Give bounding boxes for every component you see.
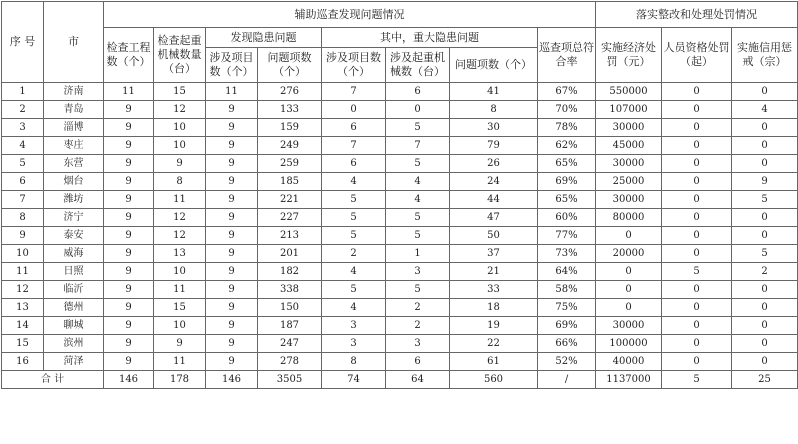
cell-inspect-machines: 10 (154, 263, 206, 281)
cell-major-issues: 21 (450, 263, 538, 281)
cell-major-issues: 26 (450, 155, 538, 173)
cell-city: 滨州 (44, 335, 104, 353)
cell-index: 15 (2, 335, 44, 353)
total-econ-penalty: 1137000 (596, 371, 662, 389)
cell-inspect-projects: 9 (104, 353, 154, 371)
cell-index: 13 (2, 299, 44, 317)
cell-index: 11 (2, 263, 44, 281)
cell-city: 泰安 (44, 227, 104, 245)
cell-credit-penalty: 5 (732, 245, 798, 263)
cell-found-issues: 221 (258, 191, 322, 209)
cell-econ-penalty: 0 (596, 263, 662, 281)
cell-index: 5 (2, 155, 44, 173)
cell-qualification-penalty: 0 (662, 209, 732, 227)
cell-index: 7 (2, 191, 44, 209)
cell-inspect-machines: 12 (154, 227, 206, 245)
cell-compliance-rate: 58% (538, 281, 596, 299)
cell-index: 14 (2, 317, 44, 335)
cell-major-issues: 47 (450, 209, 538, 227)
cell-city: 威海 (44, 245, 104, 263)
cell-found-projects: 9 (206, 101, 258, 119)
cell-credit-penalty: 0 (732, 299, 798, 317)
cell-credit-penalty: 4 (732, 101, 798, 119)
cell-qualification-penalty: 5 (662, 263, 732, 281)
header-group-found: 发现隐患问题 (206, 28, 322, 48)
cell-major-machines: 5 (386, 209, 450, 227)
table-row (2, 83, 798, 101)
total-major-projects: 74 (322, 371, 386, 389)
header-seq: 序 号 (2, 2, 44, 83)
cell-inspect-machines: 11 (154, 191, 206, 209)
cell-major-machines: 5 (386, 281, 450, 299)
cell-econ-penalty: 0 (596, 299, 662, 317)
table-row (2, 173, 798, 191)
cell-inspect-machines: 15 (154, 299, 206, 317)
cell-qualification-penalty: 0 (662, 119, 732, 137)
cell-qualification-penalty: 0 (662, 137, 732, 155)
header-credit-penalty: 实施信用惩戒（宗） (732, 28, 798, 83)
cell-index: 9 (2, 227, 44, 245)
cell-city: 烟台 (44, 173, 104, 191)
header-major-projects: 涉及项目数（个） (322, 48, 386, 83)
cell-found-issues: 338 (258, 281, 322, 299)
total-compliance-rate: / (538, 371, 596, 389)
cell-found-projects: 9 (206, 335, 258, 353)
header-compliance-rate: 巡查项总符合率 (538, 28, 596, 83)
cell-inspect-projects: 9 (104, 299, 154, 317)
cell-major-machines: 2 (386, 317, 450, 335)
cell-city: 枣庄 (44, 137, 104, 155)
cell-credit-penalty: 0 (732, 227, 798, 245)
cell-inspect-machines: 10 (154, 119, 206, 137)
cell-inspect-projects: 9 (104, 155, 154, 173)
cell-major-projects: 4 (322, 173, 386, 191)
cell-major-projects: 5 (322, 191, 386, 209)
table-row (2, 335, 798, 353)
cell-inspect-projects: 9 (104, 101, 154, 119)
cell-credit-penalty: 0 (732, 317, 798, 335)
cell-inspect-machines: 8 (154, 173, 206, 191)
cell-inspect-projects: 9 (104, 317, 154, 335)
cell-compliance-rate: 65% (538, 155, 596, 173)
cell-major-projects: 6 (322, 155, 386, 173)
cell-inspect-projects: 9 (104, 173, 154, 191)
cell-found-issues: 278 (258, 353, 322, 371)
header-major-issues: 问题项数（个） (450, 48, 538, 83)
cell-found-issues: 185 (258, 173, 322, 191)
cell-major-issues: 33 (450, 281, 538, 299)
cell-found-issues: 201 (258, 245, 322, 263)
inspection-table (1, 1, 798, 389)
cell-city: 青岛 (44, 101, 104, 119)
cell-city: 德州 (44, 299, 104, 317)
cell-major-issues: 61 (450, 353, 538, 371)
cell-major-projects: 4 (322, 299, 386, 317)
cell-inspect-machines: 9 (154, 155, 206, 173)
cell-econ-penalty: 30000 (596, 191, 662, 209)
table-row (2, 227, 798, 245)
cell-credit-penalty: 0 (732, 137, 798, 155)
cell-compliance-rate: 62% (538, 137, 596, 155)
cell-city: 聊城 (44, 317, 104, 335)
cell-econ-penalty: 107000 (596, 101, 662, 119)
cell-qualification-penalty: 0 (662, 173, 732, 191)
cell-major-projects: 7 (322, 83, 386, 101)
total-inspect-projects: 146 (104, 371, 154, 389)
cell-found-projects: 11 (206, 83, 258, 101)
cell-found-projects: 9 (206, 317, 258, 335)
header-inspect-projects: 检查工程数（个） (104, 28, 154, 83)
cell-found-issues: 159 (258, 119, 322, 137)
cell-found-projects: 9 (206, 155, 258, 173)
cell-compliance-rate: 70% (538, 101, 596, 119)
cell-found-issues: 227 (258, 209, 322, 227)
cell-major-machines: 3 (386, 335, 450, 353)
table-row (2, 119, 798, 137)
cell-major-projects: 0 (322, 101, 386, 119)
cell-compliance-rate: 69% (538, 317, 596, 335)
cell-inspect-machines: 12 (154, 209, 206, 227)
cell-qualification-penalty: 0 (662, 281, 732, 299)
cell-found-projects: 9 (206, 353, 258, 371)
cell-index: 8 (2, 209, 44, 227)
total-label: 合 计 (2, 371, 104, 389)
cell-found-issues: 150 (258, 299, 322, 317)
header-econ-penalty: 实施经济处罚（元） (596, 28, 662, 83)
cell-inspect-machines: 10 (154, 137, 206, 155)
header-found-projects: 涉及项目数（个） (206, 48, 258, 83)
cell-major-issues: 19 (450, 317, 538, 335)
cell-found-projects: 9 (206, 209, 258, 227)
cell-major-machines: 5 (386, 155, 450, 173)
cell-city: 淄博 (44, 119, 104, 137)
cell-inspect-machines: 11 (154, 353, 206, 371)
cell-found-issues: 259 (258, 155, 322, 173)
cell-index: 4 (2, 137, 44, 155)
cell-major-machines: 6 (386, 353, 450, 371)
cell-found-issues: 249 (258, 137, 322, 155)
cell-major-projects: 3 (322, 335, 386, 353)
cell-compliance-rate: 65% (538, 191, 596, 209)
cell-major-issues: 50 (450, 227, 538, 245)
cell-compliance-rate: 69% (538, 173, 596, 191)
cell-index: 6 (2, 173, 44, 191)
cell-city: 临沂 (44, 281, 104, 299)
cell-major-projects: 5 (322, 227, 386, 245)
header-group-assist: 辅助巡查发现问题情况 (104, 2, 596, 28)
cell-econ-penalty: 30000 (596, 155, 662, 173)
cell-major-projects: 8 (322, 353, 386, 371)
cell-inspect-projects: 9 (104, 137, 154, 155)
cell-econ-penalty: 40000 (596, 353, 662, 371)
cell-credit-penalty: 0 (732, 335, 798, 353)
cell-index: 12 (2, 281, 44, 299)
cell-index: 1 (2, 83, 44, 101)
cell-city: 济宁 (44, 209, 104, 227)
total-found-projects: 146 (206, 371, 258, 389)
cell-econ-penalty: 0 (596, 227, 662, 245)
cell-found-projects: 9 (206, 227, 258, 245)
table-row (2, 317, 798, 335)
cell-econ-penalty: 100000 (596, 335, 662, 353)
cell-inspect-projects: 9 (104, 335, 154, 353)
cell-major-projects: 3 (322, 317, 386, 335)
header-major-machines: 涉及起重机械数（台） (386, 48, 450, 83)
cell-credit-penalty: 0 (732, 281, 798, 299)
total-found-issues: 3505 (258, 371, 322, 389)
cell-major-machines: 5 (386, 227, 450, 245)
total-major-machines: 64 (386, 371, 450, 389)
cell-qualification-penalty: 0 (662, 191, 732, 209)
cell-major-issues: 22 (450, 335, 538, 353)
cell-compliance-rate: 60% (538, 209, 596, 227)
table-row (2, 263, 798, 281)
cell-inspect-machines: 9 (154, 335, 206, 353)
table-row (2, 137, 798, 155)
cell-found-projects: 9 (206, 137, 258, 155)
total-major-issues: 560 (450, 371, 538, 389)
table-row (2, 101, 798, 119)
table-row (2, 299, 798, 317)
cell-credit-penalty: 0 (732, 83, 798, 101)
cell-credit-penalty: 5 (732, 191, 798, 209)
cell-major-issues: 30 (450, 119, 538, 137)
cell-major-issues: 37 (450, 245, 538, 263)
cell-city: 济南 (44, 83, 104, 101)
cell-credit-penalty: 0 (732, 209, 798, 227)
cell-major-machines: 0 (386, 101, 450, 119)
cell-qualification-penalty: 0 (662, 353, 732, 371)
cell-major-projects: 5 (322, 209, 386, 227)
cell-found-projects: 9 (206, 191, 258, 209)
cell-major-issues: 18 (450, 299, 538, 317)
total-qualification-penalty: 5 (662, 371, 732, 389)
cell-econ-penalty: 25000 (596, 173, 662, 191)
cell-city: 东营 (44, 155, 104, 173)
cell-found-projects: 9 (206, 245, 258, 263)
cell-found-projects: 9 (206, 281, 258, 299)
cell-qualification-penalty: 0 (662, 317, 732, 335)
cell-qualification-penalty: 0 (662, 155, 732, 173)
cell-found-issues: 247 (258, 335, 322, 353)
cell-major-issues: 24 (450, 173, 538, 191)
cell-major-machines: 7 (386, 137, 450, 155)
cell-inspect-projects: 9 (104, 227, 154, 245)
cell-inspect-projects: 9 (104, 245, 154, 263)
cell-inspect-projects: 9 (104, 119, 154, 137)
cell-major-issues: 44 (450, 191, 538, 209)
cell-found-issues: 187 (258, 317, 322, 335)
cell-major-machines: 4 (386, 173, 450, 191)
cell-credit-penalty: 9 (732, 173, 798, 191)
cell-qualification-penalty: 0 (662, 83, 732, 101)
table-row (2, 281, 798, 299)
header-found-issues: 问题项数（个） (258, 48, 322, 83)
cell-inspect-projects: 9 (104, 209, 154, 227)
header-group-penalty: 落实整改和处理处罚情况 (596, 2, 798, 28)
table-row (2, 209, 798, 227)
cell-credit-penalty: 0 (732, 155, 798, 173)
cell-inspect-machines: 10 (154, 317, 206, 335)
cell-compliance-rate: 75% (538, 299, 596, 317)
cell-econ-penalty: 20000 (596, 245, 662, 263)
table-row (2, 353, 798, 371)
cell-credit-penalty: 0 (732, 119, 798, 137)
cell-inspect-projects: 9 (104, 191, 154, 209)
cell-compliance-rate: 64% (538, 263, 596, 281)
header-qualification-penalty: 人员资格处罚（起） (662, 28, 732, 83)
cell-econ-penalty: 30000 (596, 317, 662, 335)
cell-major-issues: 41 (450, 83, 538, 101)
table-row (2, 191, 798, 209)
table-row (2, 245, 798, 263)
total-row (2, 371, 798, 389)
cell-major-projects: 4 (322, 263, 386, 281)
cell-inspect-projects: 11 (104, 83, 154, 101)
cell-found-projects: 9 (206, 299, 258, 317)
cell-inspect-machines: 15 (154, 83, 206, 101)
header-inspect-machines: 检查起重机械数量（台） (154, 28, 206, 83)
cell-major-issues: 8 (450, 101, 538, 119)
cell-econ-penalty: 0 (596, 281, 662, 299)
cell-major-projects: 2 (322, 245, 386, 263)
cell-city: 潍坊 (44, 191, 104, 209)
cell-credit-penalty: 2 (732, 263, 798, 281)
cell-qualification-penalty: 0 (662, 101, 732, 119)
cell-major-machines: 3 (386, 263, 450, 281)
cell-compliance-rate: 67% (538, 83, 596, 101)
cell-found-projects: 9 (206, 263, 258, 281)
cell-econ-penalty: 80000 (596, 209, 662, 227)
total-credit-penalty: 25 (732, 371, 798, 389)
cell-inspect-machines: 11 (154, 281, 206, 299)
cell-qualification-penalty: 0 (662, 227, 732, 245)
table-body (2, 83, 798, 371)
cell-inspect-projects: 9 (104, 263, 154, 281)
cell-qualification-penalty: 0 (662, 335, 732, 353)
table-row (2, 155, 798, 173)
cell-major-projects: 5 (322, 281, 386, 299)
cell-major-machines: 5 (386, 119, 450, 137)
cell-index: 2 (2, 101, 44, 119)
header-city: 市 (44, 2, 104, 83)
cell-qualification-penalty: 0 (662, 245, 732, 263)
cell-city: 菏泽 (44, 353, 104, 371)
cell-econ-penalty: 45000 (596, 137, 662, 155)
cell-compliance-rate: 52% (538, 353, 596, 371)
cell-major-machines: 1 (386, 245, 450, 263)
header-group-major: 其中，重大隐患问题 (322, 28, 538, 48)
cell-econ-penalty: 550000 (596, 83, 662, 101)
cell-compliance-rate: 66% (538, 335, 596, 353)
cell-found-issues: 182 (258, 263, 322, 281)
cell-index: 10 (2, 245, 44, 263)
cell-major-issues: 79 (450, 137, 538, 155)
cell-found-issues: 133 (258, 101, 322, 119)
cell-found-projects: 9 (206, 173, 258, 191)
cell-compliance-rate: 73% (538, 245, 596, 263)
cell-qualification-penalty: 0 (662, 299, 732, 317)
cell-major-machines: 2 (386, 299, 450, 317)
cell-compliance-rate: 78% (538, 119, 596, 137)
cell-inspect-machines: 12 (154, 101, 206, 119)
cell-index: 3 (2, 119, 44, 137)
cell-major-machines: 4 (386, 191, 450, 209)
cell-econ-penalty: 30000 (596, 119, 662, 137)
cell-city: 日照 (44, 263, 104, 281)
cell-inspect-machines: 13 (154, 245, 206, 263)
cell-found-projects: 9 (206, 119, 258, 137)
cell-found-issues: 276 (258, 83, 322, 101)
cell-major-projects: 7 (322, 137, 386, 155)
total-inspect-machines: 178 (154, 371, 206, 389)
cell-compliance-rate: 77% (538, 227, 596, 245)
cell-major-projects: 6 (322, 119, 386, 137)
cell-inspect-projects: 9 (104, 281, 154, 299)
cell-index: 16 (2, 353, 44, 371)
cell-credit-penalty: 0 (732, 353, 798, 371)
cell-major-machines: 6 (386, 83, 450, 101)
cell-found-issues: 213 (258, 227, 322, 245)
